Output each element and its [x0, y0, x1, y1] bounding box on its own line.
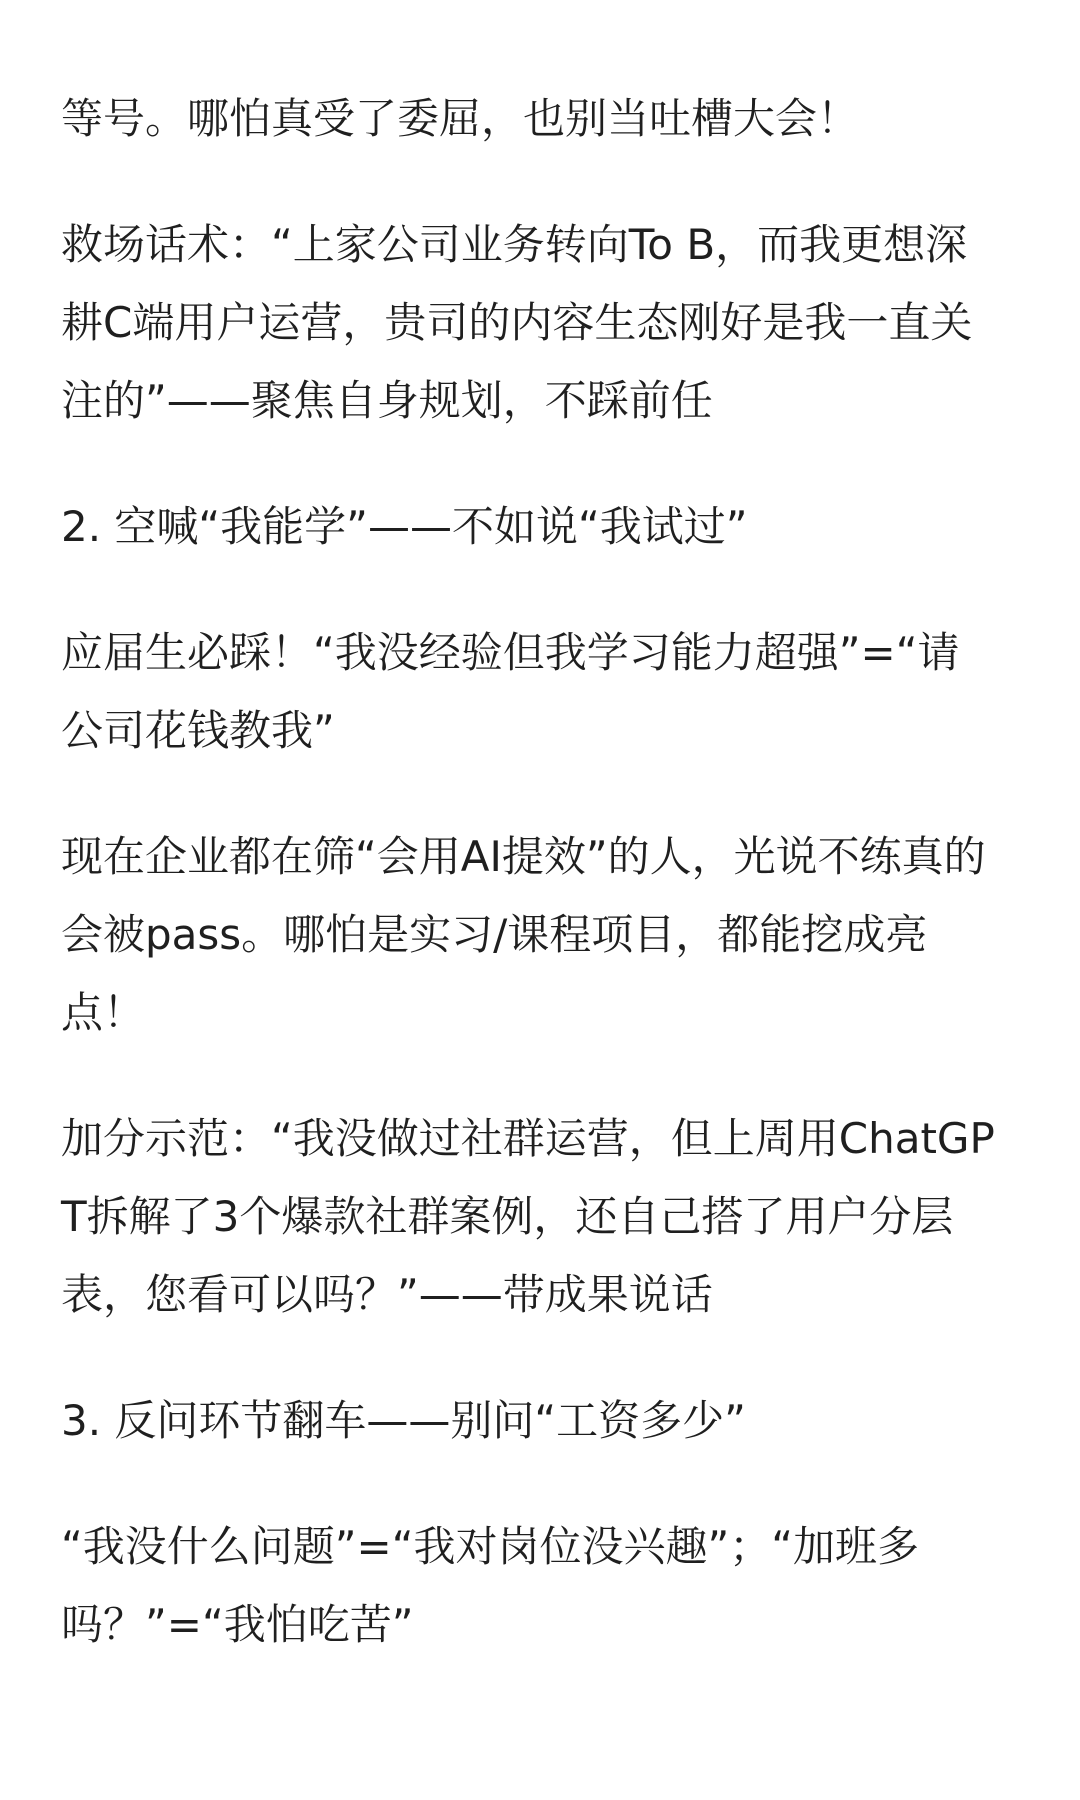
paragraph-intro-end: [61, 80, 1026, 158]
text-line: 2. 空喊“我能学”——不如说“我试过”: [61, 502, 748, 551]
text-line: 应届生必踩！“我没经验但我学习能力超强”=“请: [61, 628, 960, 677]
text-line: 公司花钱教我”: [61, 706, 335, 755]
section-heading-2: [61, 488, 1026, 566]
paragraph-question-pitfalls: [61, 1508, 1026, 1664]
text-line: 吗？”=“我怕吃苦”: [61, 1600, 414, 1649]
text-line: 救场话术：“上家公司业务转向To B，而我更想深: [61, 220, 968, 269]
text-line: 会被pass。哪怕是实习/课程项目，都能挖成亮: [61, 910, 928, 959]
text-line: 表，您看可以吗？”——带成果说话: [61, 1270, 713, 1319]
text-line: 加分示范：“我没做过社群运营，但上周用ChatGP: [61, 1114, 995, 1163]
paragraph-rescue-script: [61, 206, 1026, 440]
text-line: 注的”——聚焦自身规划，不踩前任: [61, 376, 713, 425]
paragraph-ai-screening: [61, 818, 1026, 1052]
text-line: 现在企业都在筛“会用AI提效”的人，光说不练真的: [61, 832, 986, 881]
paragraph-bonus-example: [61, 1100, 1026, 1334]
text-line: T拆解了3个爆款社群案例，还自己搭了用户分层: [61, 1192, 954, 1241]
article-body: [61, 80, 1026, 1712]
text-line: “我没什么问题”=“我对岗位没兴趣”；“加班多: [61, 1522, 919, 1571]
text-line: 耕C端用户运营，贵司的内容生态刚好是我一直关: [61, 298, 973, 347]
section-heading-3: [61, 1382, 1026, 1460]
text-line: 等号。哪怕真受了委屈，也别当吐槽大会！: [61, 94, 860, 143]
text-line: 点！: [61, 988, 146, 1037]
paragraph-graduate-trap: [61, 614, 1026, 770]
text-line: 3. 反问环节翻车——别问“工资多少”: [61, 1396, 746, 1445]
